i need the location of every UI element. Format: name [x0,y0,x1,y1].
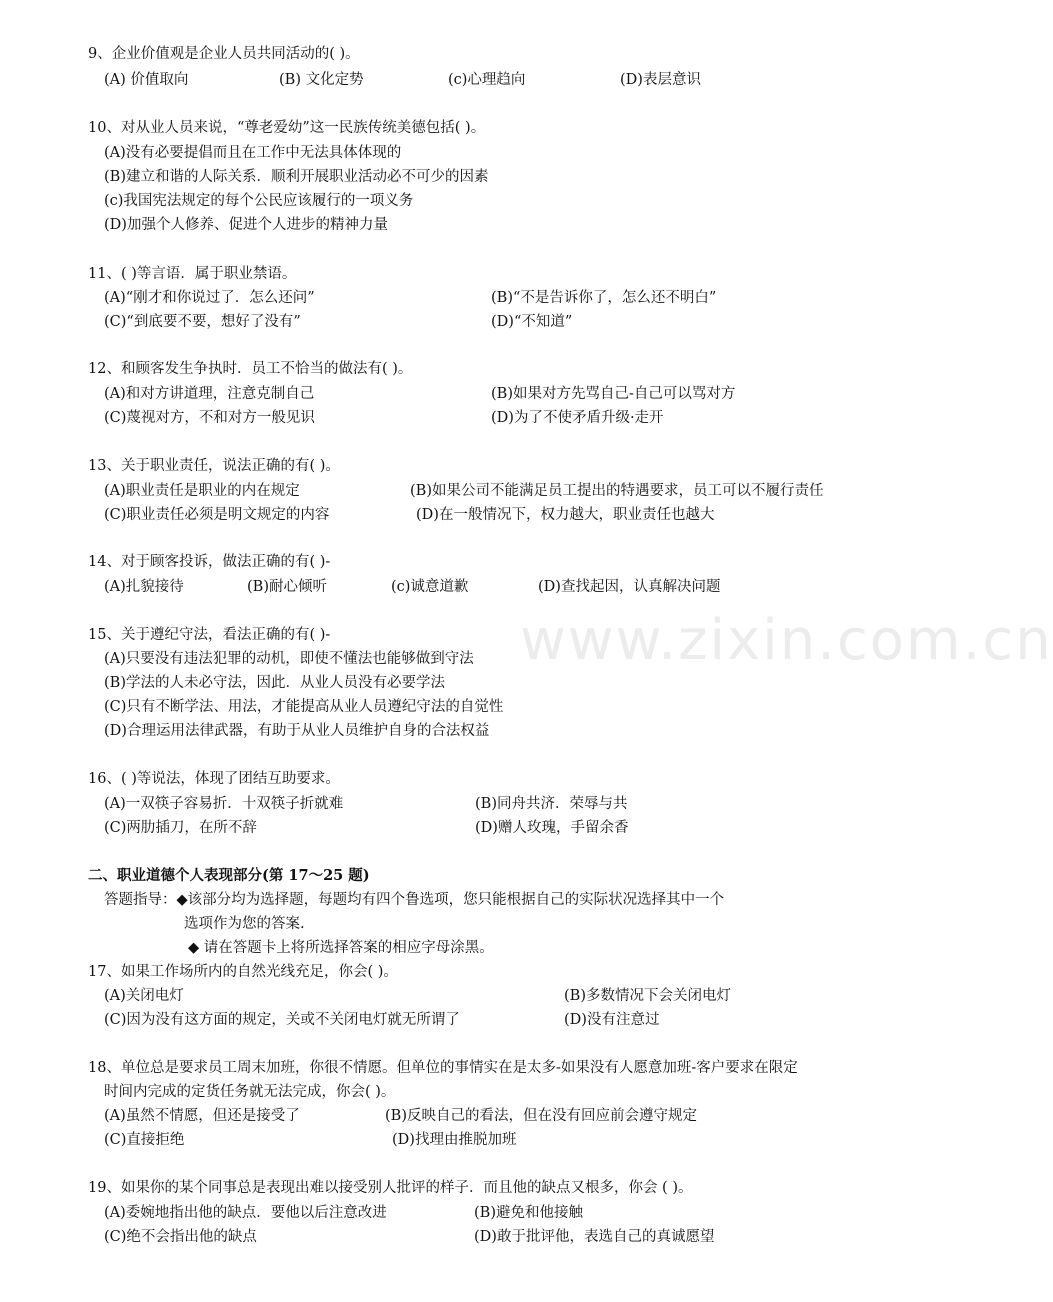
question-9-option-c: (c)心理趋向 [448,72,526,88]
answer-guide-line-2: 选项作为您的答案. [184,916,305,932]
question-19-option-d: (D)敢于批评他，表选自己的真诚愿望 [474,1229,715,1245]
question-13-option-c: (C)职业责任必须是明文规定的内容 [104,507,330,523]
question-14-stem: 14、对于顾客投诉，做法正确的有( )- [88,554,331,570]
question-10-option-b: (B)建立和谐的人际关系．顺利开展职业活动必不可少的因素 [104,169,489,185]
question-10-stem: 10、对从业人员来说，“尊老爱幼”这一民族传统美德包括( )。 [88,120,486,136]
question-11-option-a: (A)“刚才和你说过了．怎么还问” [104,290,315,306]
question-13-stem: 13、关于职业责任，说法正确的有( )。 [88,458,340,474]
question-19-option-a: (A)委婉地指出他的缺点．要他以后注意改进 [104,1205,387,1221]
question-17-option-c: (C)因为没有这方面的规定，关或不关闭电灯就无所谓了 [104,1012,460,1028]
question-14-option-c: (c)诚意道歉 [391,579,469,595]
question-17-option-b: (B)多数情况下会关闭电灯 [564,988,731,1004]
question-12-option-a: (A)和对方讲道理，注意克制自己 [104,386,315,402]
question-16-option-d: (D)赠人玫瑰，手留余香 [475,820,629,836]
question-13-option-a: (A)职业责任是职业的内在规定 [104,483,300,499]
question-18-stem-line-2: 时间内完成的定货任务就无法完成，你会( )。 [104,1084,396,1100]
question-16-option-a: (A)一双筷子容易折．十双筷子折就难 [104,796,344,812]
question-9-stem: 9、企业价值观是企业人员共同活动的( )。 [88,46,360,62]
question-9-option-a: (A) 价值取向 [104,72,189,88]
question-14-option-d: (D)查找起因，认真解决问题 [538,579,721,595]
question-10-option-d: (D)加强个人修养、促进个人进步的精神力量 [104,217,388,233]
question-12-option-c: (C)蔑视对方，不和对方一般见识 [104,410,315,426]
question-15-option-a: (A)只要没有违法犯罪的动机，即使不懂法也能够做到守法 [104,651,474,667]
question-12-stem: 12、和顾客发生争执时．员工不恰当的做法有( )。 [88,361,413,377]
question-17-stem: 17、如果工作场所内的自然光线充足，你会( )。 [88,964,398,980]
question-19-stem: 19、如果你的某个同事总是表现出难以接受别人批评的样子．而且他的缺点又根多，你会 ( )。 [88,1180,693,1196]
question-11-stem: 11、( )等言语．属于职业禁语。 [88,266,297,282]
question-13-option-d: (D)在一般情况下，权力越大，职业责任也越大 [416,507,715,523]
question-18-stem-line-1: 18、单位总是要求员工周末加班，你很不情愿。但单位的事情实在是太多-如果没有人愿意加班-客户要求在限定 [88,1060,798,1076]
question-14-option-a: (A)扎貌接待 [104,579,184,595]
question-18-option-c: (C)直接拒绝 [104,1132,185,1148]
question-19-option-c: (C)绝不会指出他的缺点 [104,1229,257,1245]
question-9-option-d: (D)表层意识 [620,72,701,88]
question-17-option-a: (A)关闭电灯 [104,988,184,1004]
watermark: www.zixin.com.cn [520,608,1053,673]
question-12-option-b: (B)如果对方先骂自己-自己可以骂对方 [491,386,736,402]
question-17-option-d: (D)没有注意过 [564,1012,660,1028]
question-16-option-c: (C)两肋插刀，在所不辞 [104,820,257,836]
question-14-option-b: (B)耐心倾听 [247,579,327,595]
question-16-option-b: (B)同舟共济．荣辱与共 [475,796,628,812]
question-12-option-d: (D)为了不使矛盾升级·走开 [491,410,664,426]
question-15-option-b: (B)学法的人未必守法，因此．从业人员没有必要学法 [104,675,445,691]
question-13-option-b: (B)如果公司不能满足员工提出的特遇要求，员工可以不履行责任 [410,483,824,499]
question-18-option-a: (A)虽然不情愿，但还是接受了 [104,1108,300,1124]
answer-guide-line-1: 答题指导：◆该部分均为选择题，每题均有四个鲁选项，您只能根据自己的实际状况选择其中一个 [104,892,725,908]
question-11-option-b: (B)“不是告诉你了，怎么还不明白” [491,290,717,306]
question-16-stem: 16、( )等说法，体现了团结互助要求。 [88,771,340,787]
section-heading: 二、职业道德个人表现部分(第 17～25 题) [88,867,370,884]
question-10-option-c: (c)我国宪法规定的每个公民应该履行的一项义务 [104,193,414,209]
question-15-option-d: (D)合理运用法律武器，有助于从业人员维护自身的合法权益 [104,723,490,739]
question-19-option-b: (B)避免和他接触 [474,1205,583,1221]
answer-guide-line-3: ◆ 请在答题卡上将所选择答案的相应字母涂黑。 [188,940,494,956]
question-10-option-a: (A)没有必要提倡而且在工作中无法具体体现的 [104,145,402,161]
question-9-option-b: (B) 文化定势 [279,72,364,88]
question-15-stem: 15、关于遵纪守法，看法正确的有( )- [88,627,331,643]
question-11-option-c: (C)“到底要不要，想好了没有” [104,314,301,330]
question-15-option-c: (C)只有不断学法、用法，才能提高从业人员遵纪守法的自觉性 [104,699,504,715]
question-11-option-d: (D)“不知道” [491,314,573,330]
question-18-option-b: (B)反映自己的看法，但在没有回应前会遵守规定 [385,1108,697,1124]
question-18-option-d: (D)找理由推脱加班 [392,1132,517,1148]
